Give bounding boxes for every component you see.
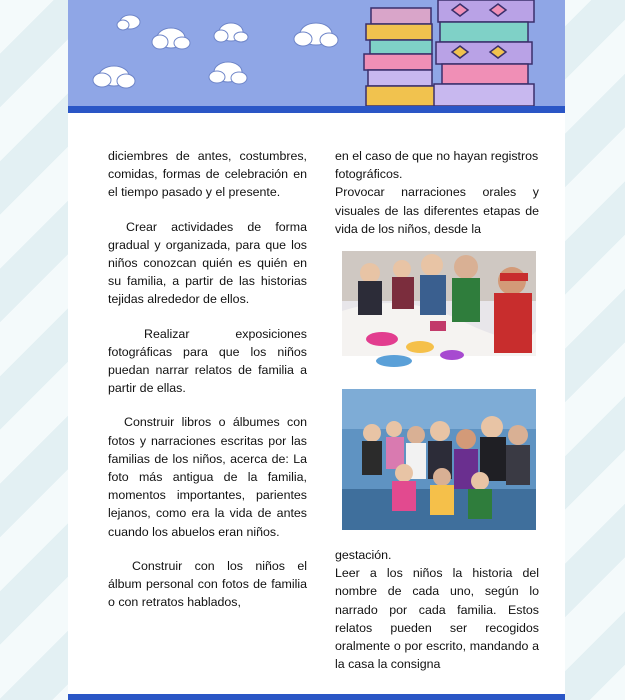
header-rule bbox=[68, 106, 565, 113]
cloud-icon bbox=[214, 23, 248, 42]
photo-dolls-group bbox=[342, 389, 536, 530]
header-banner bbox=[68, 0, 565, 106]
cloud-icon bbox=[209, 62, 247, 84]
cloud-icon bbox=[117, 15, 140, 30]
banner-illustration bbox=[68, 0, 565, 106]
cloud-icon bbox=[294, 23, 338, 47]
paragraph-realizar-exposiciones: Realizar exposiciones fotográficas para que los niños puedan narrar relatos de familia a partir de ellas. bbox=[108, 326, 307, 396]
right-column-top bbox=[335, 147, 539, 238]
paragraph-leer-historia: Leer a los niños la historia del nombre de cada uno, según lo narrado por cada familia. Estos relatos pueden ser recogidos oralmente o por escrito, mandando a la casa la consigna bbox=[335, 566, 539, 672]
photo-dolls-table bbox=[342, 251, 536, 387]
paragraph-gestacion: gestación. bbox=[335, 548, 392, 562]
paragraph-construir-album: Construir con los niños el álbum personal con fotos de familia o con retratos hablados, bbox=[108, 558, 307, 610]
document-page bbox=[68, 0, 565, 700]
paragraph-registros: en el caso de que no hayan registros fotográficos. bbox=[335, 149, 539, 182]
right-column-bottom bbox=[335, 546, 539, 673]
left-column bbox=[108, 147, 307, 611]
books-stack-icon bbox=[364, 0, 534, 106]
paragraph-construir-libros: Construir libros o álbumes con fotos y narraciones escritas por las familias de los niños, acerca de: La foto más antigua de la familia, momentos importantes, parientes lejanos, como era la vida de antes cuando los abuelos eran niños. bbox=[108, 415, 307, 539]
paragraph-diciembres: diciembres de antes, costumbres, comidas, formas de celebración en el tiempo pasado y el presente. bbox=[108, 149, 307, 200]
footer-rule bbox=[68, 694, 565, 700]
cloud-icon bbox=[93, 66, 135, 88]
cloud-icon bbox=[152, 28, 190, 49]
paragraph-provocar-narraciones: Provocar narraciones orales y visuales de las diferentes etapas de vida de los niños, desde la bbox=[335, 185, 539, 236]
paragraph-crear-actividades: Crear actividades de forma gradual y organizada, para que los niños conozcan quién es quién en su familia, a partir de las historias tejidas alrededor de ellos. bbox=[108, 219, 307, 307]
